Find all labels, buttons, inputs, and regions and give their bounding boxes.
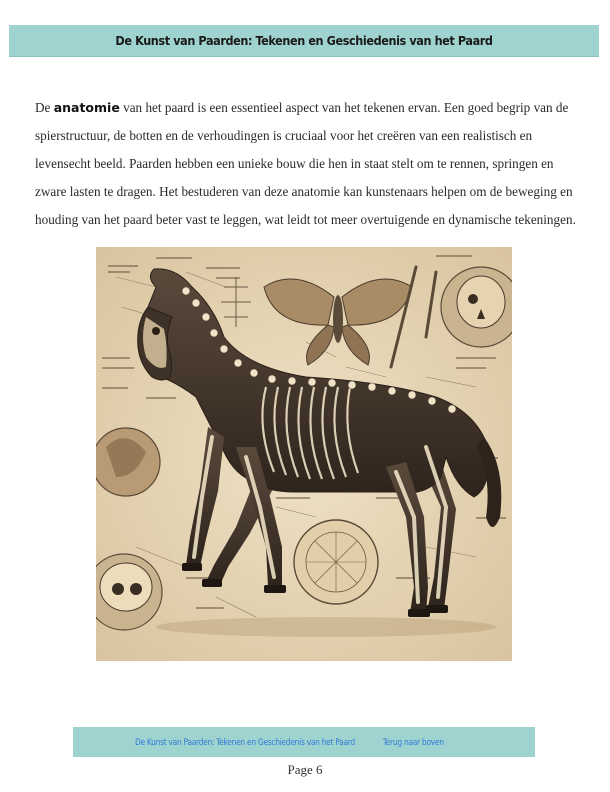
- cross-section-circle: [294, 520, 378, 604]
- skull-sketch-top-right: [441, 267, 512, 347]
- horse-anatomy-illustration: [96, 247, 512, 661]
- page-number: Page 6: [287, 762, 323, 777]
- horse-anatomy-drawing: [96, 247, 512, 661]
- page-footer: [73, 727, 535, 757]
- paragraph-start: De: [35, 100, 54, 115]
- back-to-top-link[interactable]: Terug naar boven: [382, 737, 444, 747]
- muscle-study-circle: [96, 428, 160, 496]
- paragraph-rest: van het paard is een essentieel aspect van het tekenen ervan. Een goed begrip van de spierstructuur, de botten en de verhoudingen is cruciaal voor het creëren van een realistisch en levensecht beeld. Paarden hebben een unieke bouw die hen in staat stelt om te rennen, springen en zware lasten te dragen. Het bestuderen van deze anatomie kan kunstenaars helpen om de beweging en houding van het paard beter vast te leggen, wat leidt tot meer overtuigende en dynamische tekeningen.: [35, 100, 576, 227]
- page-header: [9, 25, 599, 57]
- bold-term-anatomie: anatomie: [53, 100, 120, 115]
- ground-shadow: [156, 617, 496, 637]
- header-title: De Kunst van Paarden: Tekenen en Geschiedenis van het Paard: [115, 33, 493, 48]
- body-paragraph: [35, 94, 580, 234]
- footer-home-link[interactable]: De Kunst van Paarden: Tekenen en Geschiedenis van het Paard: [135, 737, 355, 747]
